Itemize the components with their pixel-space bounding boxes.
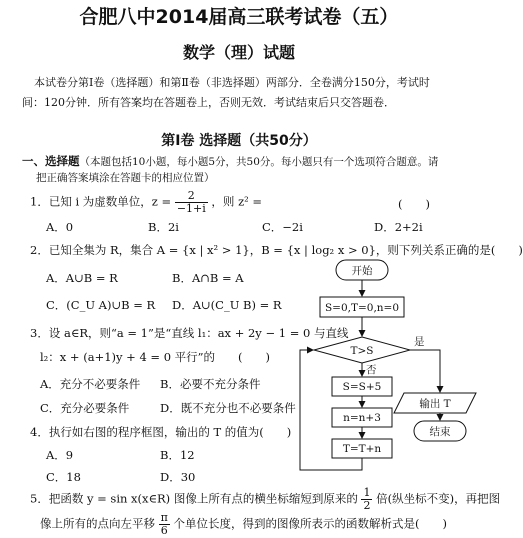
q2-option-b: B．A∩B = A — [172, 271, 244, 285]
flow-no-label: 否 — [366, 364, 377, 376]
q1-frac-num: 2 — [175, 190, 208, 203]
q3-option-a: A．充分不必要条件 — [40, 377, 141, 391]
q3-option-b: B．必要不充分条件 — [160, 377, 261, 391]
q4-option-a: A．9 — [46, 448, 74, 462]
q2-option-d: D．A∪(C_U B) = R — [172, 298, 282, 312]
q2-stem: 2．已知全集为 R，集合 A = {x | x² > 1}，B = {x | log₂ x > 0}，则下列关系正确的是( ) — [30, 243, 523, 257]
flow-condition-label: T>S — [350, 345, 374, 357]
flow-step-n-label: n=n+3 — [343, 412, 381, 424]
q5-line2-b: 个单位长度，得到的图像所表示的函数解析式是( ) — [173, 516, 448, 531]
intro-line-2: 间：120分钟．所有答案均在答题卷上，否则无效．考试结束后只交答题卷． — [22, 96, 395, 109]
q5-stem-a: 5．把函数 y = sin x(x∈R) 图像上所有点的横坐标缩短到原来的 — [30, 491, 358, 506]
q3-stem-1: 3．设 a∈R，则“a = 1”是“直线 l₁：ax + 2y − 1 = 0 与直线 — [30, 326, 349, 340]
q1-option-d: D．2+2i — [374, 220, 423, 234]
flow-step-t-label: T=T+n — [342, 443, 382, 455]
subject-title: 数学（理）试题 — [182, 43, 295, 62]
flow-end-label: 结束 — [429, 426, 451, 438]
flow-yes-label: 是 — [414, 336, 425, 348]
q3-option-c: C．充分必要条件 — [40, 401, 130, 415]
flow-output-label: 输出 T — [419, 398, 451, 410]
q4-stem: 4．执行如右图的程序框图，输出的 T 的值为( ) — [30, 425, 292, 439]
q5-frac2-den: 6 — [160, 524, 168, 537]
q1-option-a: A．0 — [46, 220, 74, 234]
part1-desc-2: 把正确答案填涂在答题卡的相应位置） — [36, 172, 215, 184]
q1-stem-a: 1．已知 i 为虚数单位，z = — [30, 194, 172, 209]
q1-stem-b: ，则 z² = — [211, 194, 263, 209]
part1-desc-1: （本题包括10小题，每小题5分，共50分。每小题只有一个选项符合题意。请 — [79, 156, 439, 168]
flow-start-label: 开始 — [351, 265, 373, 277]
q3-option-d: D．既不充分也不必要条件 — [160, 401, 296, 415]
q4-option-c: C．18 — [46, 470, 81, 484]
q5-frac1-num: 1 — [363, 486, 371, 499]
q4-option-b: B．12 — [160, 448, 195, 462]
q5-frac2-num: π — [160, 511, 168, 524]
q2-option-a: A．A∪B = R — [46, 271, 118, 285]
flow-arrow-yes — [410, 350, 440, 392]
q5-line2-a: 像上所有的点向左平移 — [40, 516, 155, 531]
part1-heading: 一、选择题 — [22, 154, 80, 168]
q1-option-c: C．−2i — [262, 220, 303, 234]
intro-line-1: 本试卷分第Ⅰ卷（选择题）和第Ⅱ卷（非选择题）两部分．全卷满分150分，考试时 — [34, 76, 430, 89]
q3-stem-2: l₂：x + (a+1)y + 4 = 0 平行”的 — [40, 350, 216, 364]
q5-stem-b: 倍(纵坐标不变)，再把图 — [376, 491, 501, 506]
q5-frac1-den: 2 — [363, 499, 371, 512]
q1-frac-den: −1+i — [176, 202, 206, 215]
page-title: 合肥八中2014届高三联考试卷（五） — [79, 6, 399, 28]
q3-answer-paren: ( ) — [238, 350, 270, 364]
q4-option-d: D．30 — [160, 470, 196, 484]
flow-step-s-label: S=S+5 — [342, 381, 382, 393]
flow-init-label: S=0,T=0,n=0 — [324, 302, 400, 314]
q1-answer-paren: ( ) — [398, 197, 430, 211]
q1-option-b: B．2i — [148, 220, 179, 234]
section-title: 第Ⅰ卷 选择题（共50分） — [161, 133, 317, 149]
q2-option-c: C．(C_U A)∪B = R — [46, 298, 156, 312]
